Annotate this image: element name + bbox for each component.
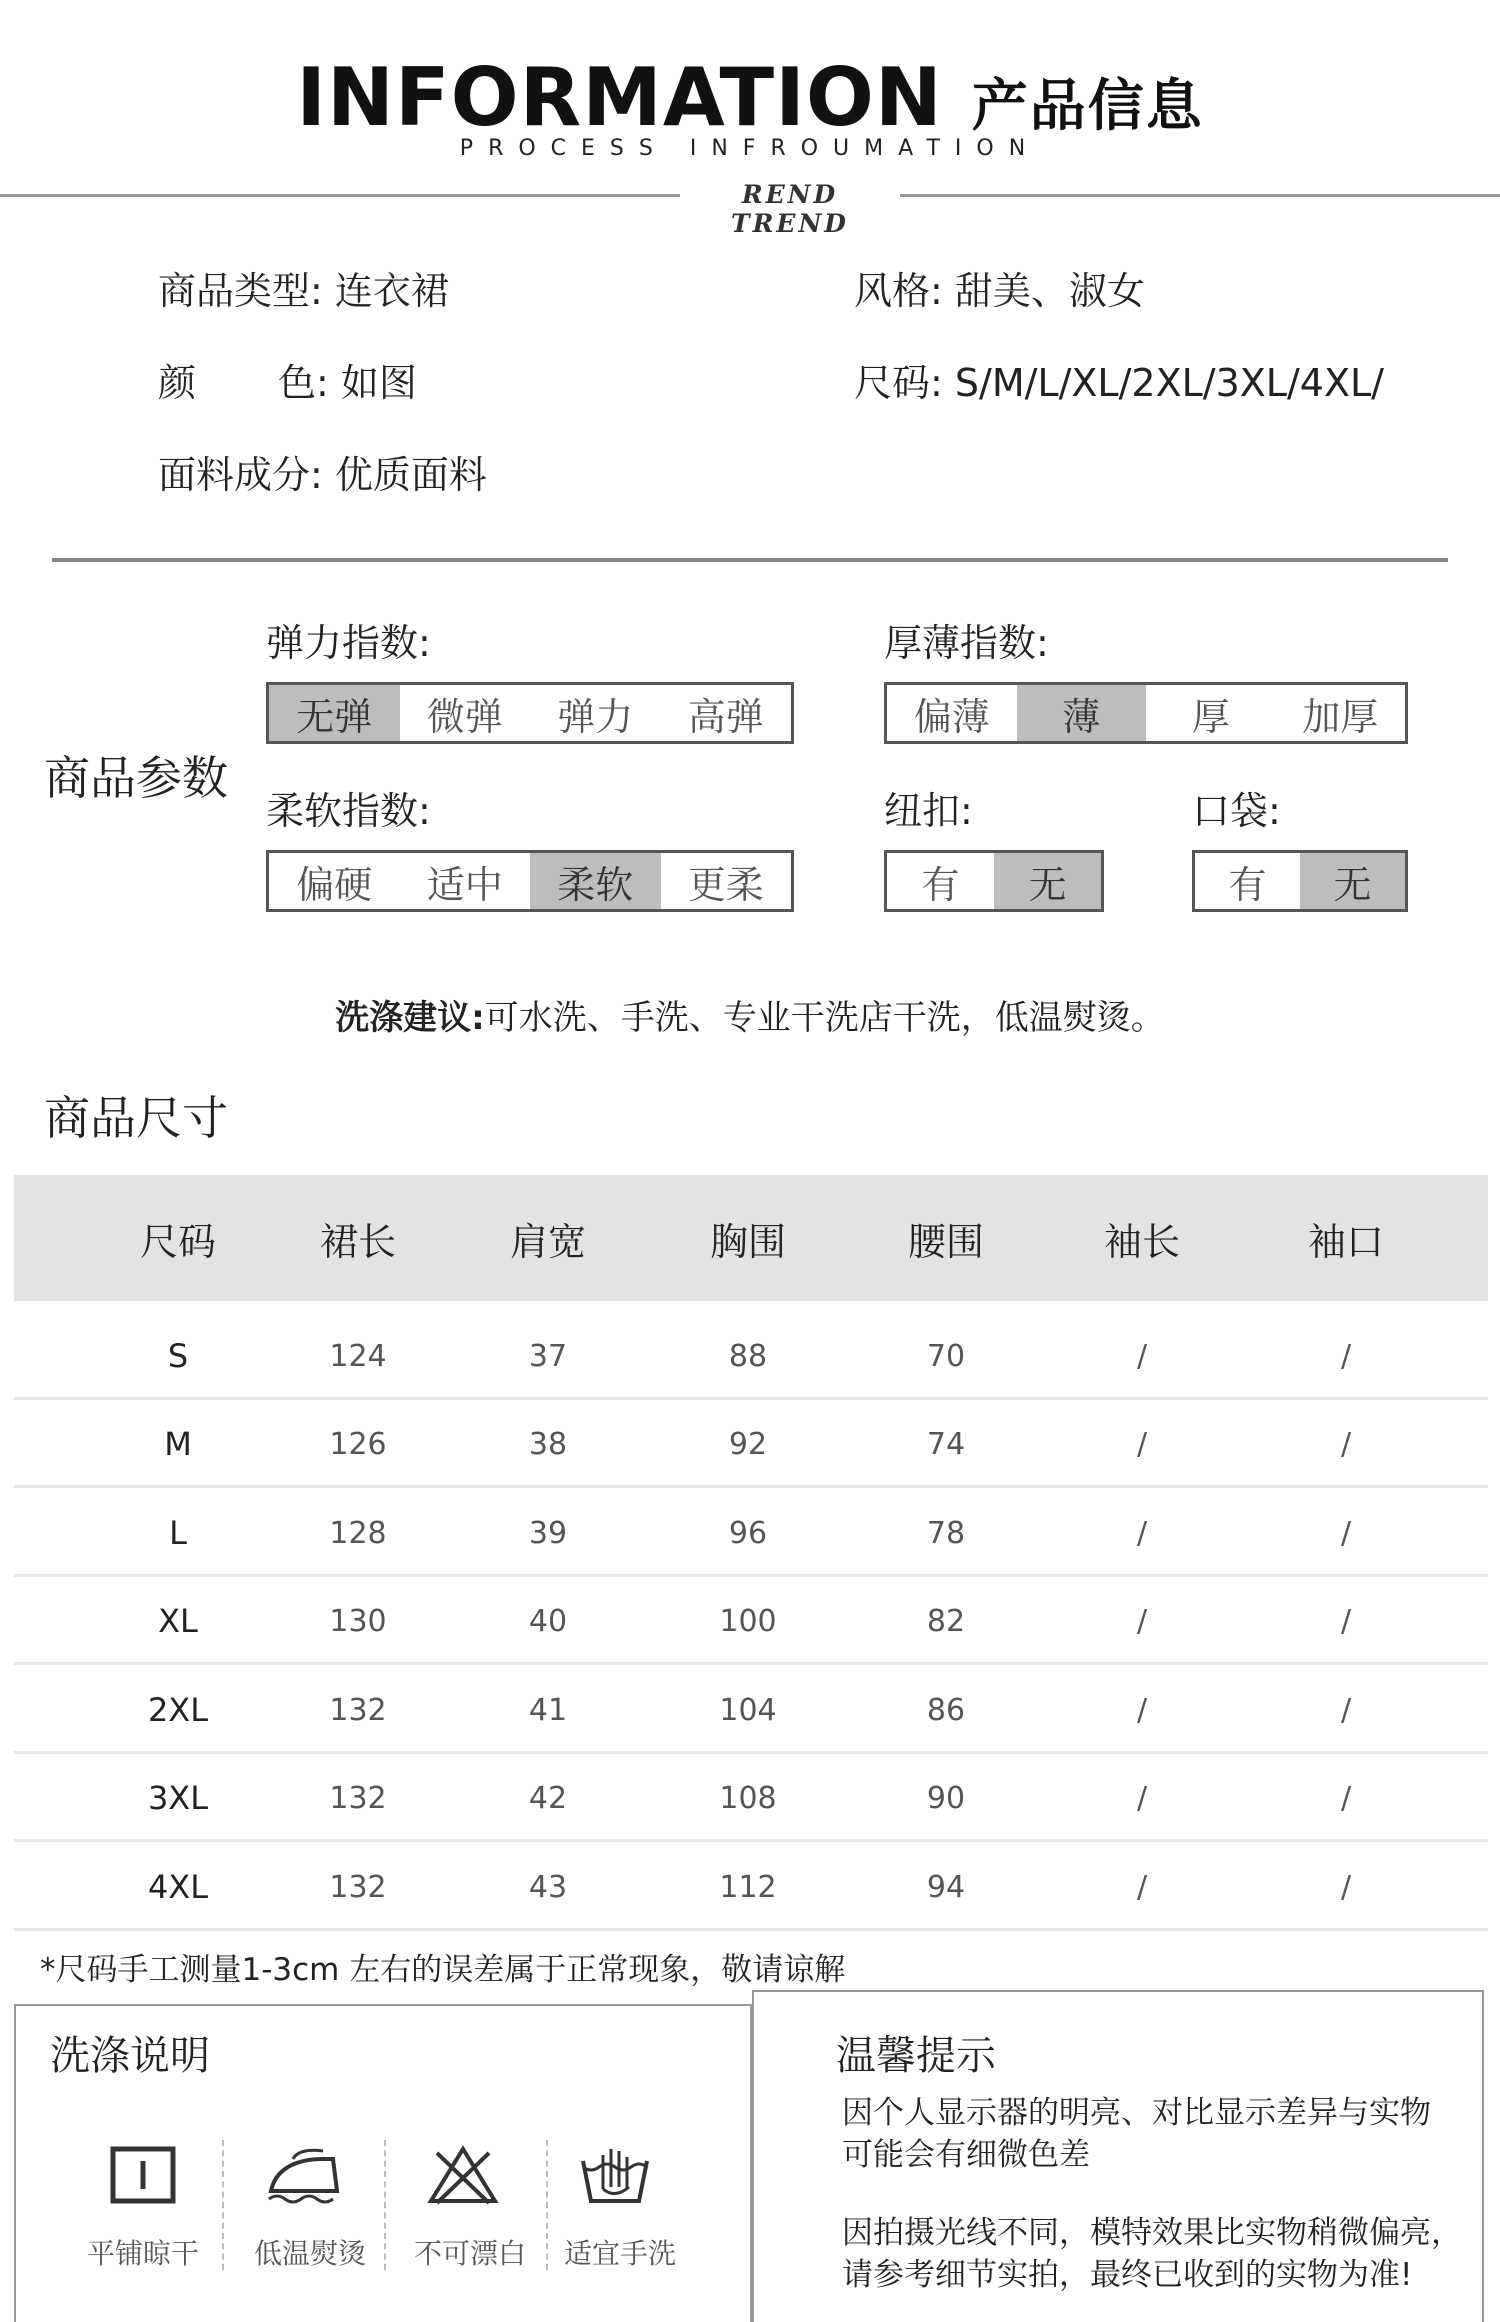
table-header-cell: 袖口: [1307, 1219, 1384, 1264]
table-cell: /: [1340, 1780, 1352, 1816]
wash-advice: 洗涤建议:可水洗、手洗、专业干洗店干洗，低温熨烫。: [335, 998, 1165, 1038]
table-header-cell: 袖长: [1103, 1219, 1180, 1264]
hand-wash-icon: [560, 2140, 670, 2210]
table-row: [14, 1489, 1488, 1577]
table-cell: 128: [329, 1515, 387, 1551]
table-cell: 4XL: [147, 1868, 209, 1906]
buttons-scale: [884, 850, 1104, 912]
tips-title: 温馨提示: [836, 2033, 996, 2079]
tip-line: 因个人显示器的明亮、对比显示差异与实物: [842, 2095, 1431, 2131]
table-cell: /: [1136, 1603, 1148, 1639]
table-cell: 126: [329, 1426, 387, 1462]
table-row: [14, 1577, 1488, 1665]
table-cell: /: [1340, 1338, 1352, 1374]
elasticity-option: 无弹: [269, 685, 400, 741]
table-cell: /: [1340, 1603, 1352, 1639]
pockets-option: 有: [1228, 862, 1267, 907]
table-cell: M: [164, 1425, 192, 1463]
thickness-option: 加厚: [1302, 694, 1379, 739]
table-cell: 124: [329, 1338, 387, 1374]
softness-option: 适中: [426, 862, 503, 907]
no-bleach-label: 不可漂白: [413, 2237, 526, 2270]
softness-option: 偏硬: [296, 862, 373, 907]
table-cell: 112: [719, 1869, 777, 1905]
table-cell: 86: [926, 1692, 966, 1728]
info-type: 商品类型: 连衣裙: [158, 269, 449, 313]
softness-label: 柔软指数:: [266, 789, 431, 833]
table-row: [14, 1666, 1488, 1754]
softness-option: 更柔: [687, 862, 764, 907]
table-cell: S: [167, 1337, 189, 1375]
pockets-scale: [1192, 850, 1408, 912]
page-subtitle: PROCESS INFROUMATION: [459, 136, 1041, 161]
table-cell: 82: [926, 1603, 966, 1639]
table-cell: 132: [329, 1869, 387, 1905]
table-cell: /: [1340, 1692, 1352, 1728]
thickness-label: 厚薄指数:: [884, 621, 1049, 665]
buttons-label: 纽扣:: [884, 789, 973, 833]
softness-option: 柔软: [530, 853, 661, 909]
title-cn: 产品信息: [971, 74, 1204, 139]
table-header-cell: 尺码: [139, 1219, 216, 1264]
table-row: [14, 1400, 1488, 1488]
buttons-option: 有: [921, 862, 960, 907]
tip-line: 请参考细节实拍，最终已收到的实物为准!: [842, 2257, 1413, 2293]
table-cell: L: [169, 1514, 187, 1552]
table-cell: 42: [528, 1780, 568, 1816]
table-cell: 39: [528, 1515, 568, 1551]
table-cell: 43: [528, 1869, 568, 1905]
elasticity-label: 弹力指数:: [266, 621, 431, 665]
info-color: 颜 色: 如图: [158, 361, 417, 405]
table-cell: 132: [329, 1780, 387, 1816]
table-cell: 104: [719, 1692, 777, 1728]
table-cell: /: [1136, 1338, 1148, 1374]
table-cell: 90: [926, 1780, 966, 1816]
table-cell: /: [1136, 1869, 1148, 1905]
table-cell: 108: [719, 1780, 777, 1816]
table-cell: 3XL: [147, 1779, 209, 1817]
table-row: [14, 1312, 1488, 1400]
table-header-cell: 腰围: [907, 1219, 984, 1264]
care-separator: [384, 2140, 386, 2270]
care-title: 洗涤说明: [50, 2033, 210, 2079]
thickness-scale: [884, 682, 1408, 744]
table-header-cell: 胸围: [709, 1219, 786, 1264]
table-cell: 41: [528, 1692, 568, 1728]
table-cell: /: [1136, 1515, 1148, 1551]
measure-note: *尺码手工测量1-3cm 左右的误差属于正常现象，敬请谅解: [40, 1952, 846, 1988]
header-divider-left: [0, 194, 680, 197]
flat-dry-icon: [88, 2140, 198, 2210]
size-section-title: 商品尺寸: [44, 1091, 228, 1145]
elasticity-option: 微弹: [426, 694, 503, 739]
pockets-label: 口袋:: [1192, 789, 1281, 833]
table-cell: 94: [926, 1869, 966, 1905]
table-cell: 70: [926, 1338, 966, 1374]
elasticity-option: 弹力: [557, 694, 634, 739]
care-separator: [222, 2140, 224, 2270]
table-cell: 38: [528, 1426, 568, 1462]
care-separator: [546, 2140, 548, 2270]
elasticity-option: 高弹: [687, 694, 764, 739]
hand-wash-label: 适宜手洗: [563, 2237, 676, 2270]
params-side-label: 商品参数: [44, 751, 228, 805]
table-header-cell: 肩宽: [509, 1219, 586, 1264]
table-cell: /: [1340, 1515, 1352, 1551]
table-row: [14, 1754, 1488, 1842]
table-cell: 37: [528, 1338, 568, 1374]
thickness-option: 厚: [1191, 694, 1230, 739]
softness-scale: [266, 850, 794, 912]
info-style: 风格: 甜美、淑女: [854, 269, 1145, 313]
pockets-option: 无: [1300, 853, 1405, 909]
table-cell: 2XL: [147, 1691, 209, 1729]
table-row: [14, 1843, 1488, 1931]
table-cell: 88: [728, 1338, 768, 1374]
table-cell: 92: [728, 1426, 768, 1462]
table-cell: /: [1340, 1426, 1352, 1462]
trend-label: REND TREND: [731, 180, 849, 238]
info-size: 尺码: S/M/L/XL/2XL/3XL/4XL/: [854, 361, 1384, 405]
section-divider: [52, 558, 1448, 562]
buttons-option: 无: [994, 853, 1101, 909]
table-cell: 132: [329, 1692, 387, 1728]
table-cell: 100: [719, 1603, 777, 1639]
table-cell: /: [1136, 1692, 1148, 1728]
table-cell: /: [1136, 1426, 1148, 1462]
header-divider-right: [900, 194, 1500, 197]
table-header-cell: 裙长: [319, 1219, 396, 1264]
size-table-header: [14, 1175, 1488, 1301]
table-cell: 78: [926, 1515, 966, 1551]
table-cell: /: [1340, 1869, 1352, 1905]
tip-line: 可能会有细微色差: [842, 2137, 1090, 2173]
elasticity-scale: [266, 682, 794, 744]
thickness-option: 偏薄: [913, 694, 990, 739]
table-cell: 40: [528, 1603, 568, 1639]
title-en: INFORMATION: [296, 51, 943, 144]
table-cell: /: [1136, 1780, 1148, 1816]
table-cell: 130: [329, 1603, 387, 1639]
no-bleach-icon: [408, 2140, 518, 2210]
thickness-option: 薄: [1017, 685, 1147, 741]
table-cell: XL: [158, 1602, 198, 1640]
table-cell: 96: [728, 1515, 768, 1551]
info-fabric: 面料成分: 优质面料: [158, 453, 487, 497]
low-iron-icon: [248, 2140, 358, 2210]
low-iron-label: 低温熨烫: [253, 2237, 366, 2270]
tip-line: 因拍摄光线不同，模特效果比实物稍微偏亮，: [842, 2215, 1462, 2251]
flat-dry-label: 平铺晾干: [86, 2237, 199, 2270]
table-cell: 74: [926, 1426, 966, 1462]
